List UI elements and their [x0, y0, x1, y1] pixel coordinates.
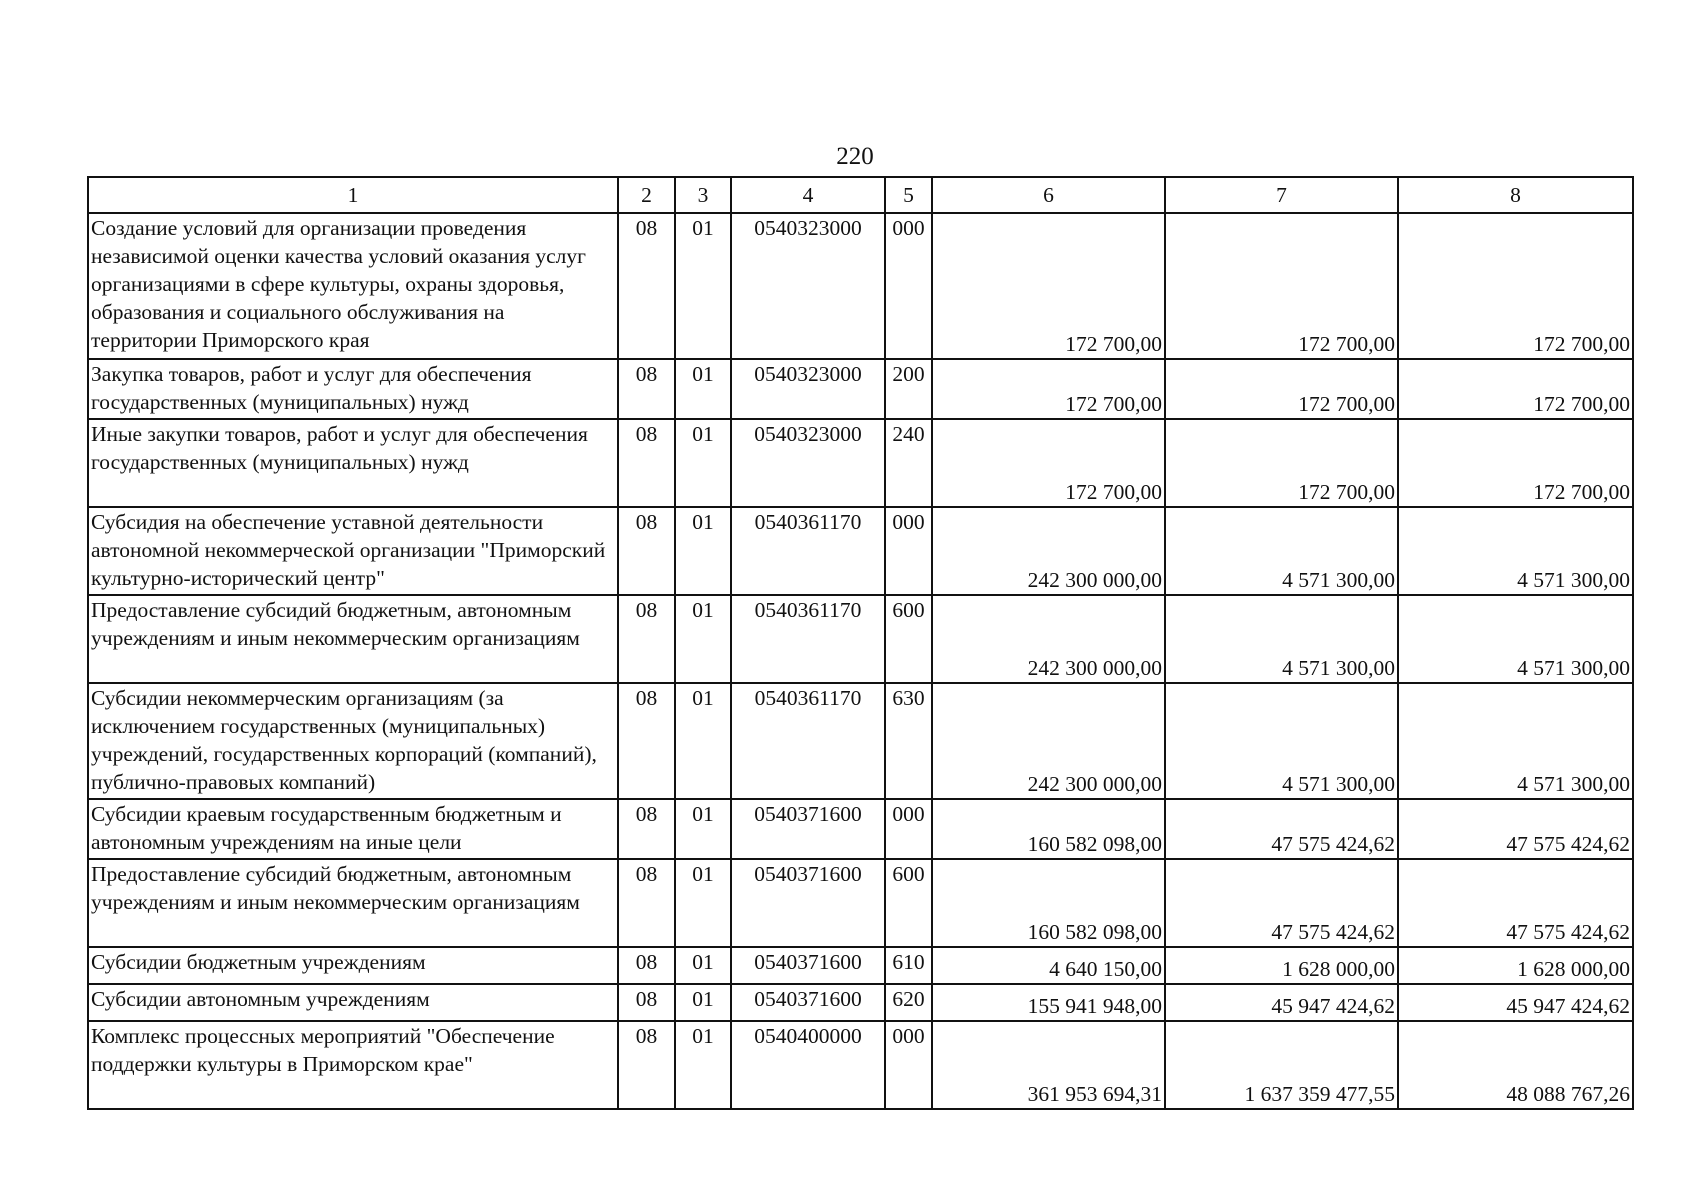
page-number: 220: [836, 143, 874, 170]
amount-col6: 160 582 098,00: [932, 859, 1165, 947]
expense-type-code: 000: [885, 507, 932, 595]
target-article-code: 0540323000: [731, 419, 885, 507]
amount-col8: 172 700,00: [1398, 419, 1633, 507]
expense-type-code: 000: [885, 799, 932, 859]
table-row: [88, 859, 1633, 947]
section-code: 08: [618, 984, 675, 1021]
subsection-code: 01: [675, 984, 731, 1021]
item-name: Субсидия на обеспечение уставной деятельности автономной некоммерческой организации "Приморский культурно-исторический центр": [88, 507, 618, 595]
item-name: Предоставление субсидий бюджетным, автономным учреждениям и иным некоммерческим организациям: [88, 859, 618, 947]
target-article-code: 0540361170: [731, 683, 885, 799]
amount-col8: 47 575 424,62: [1398, 859, 1633, 947]
section-code: 08: [618, 799, 675, 859]
table-row: [88, 1021, 1633, 1109]
amount-col6: 242 300 000,00: [932, 595, 1165, 683]
target-article-code: 0540361170: [731, 507, 885, 595]
amount-col8: 1 628 000,00: [1398, 947, 1633, 984]
section-code: 08: [618, 1021, 675, 1109]
subsection-code: 01: [675, 947, 731, 984]
expense-type-code: 610: [885, 947, 932, 984]
table-row: [88, 359, 1633, 419]
amount-col8: 47 575 424,62: [1398, 799, 1633, 859]
amount-col6: 4 640 150,00: [932, 947, 1165, 984]
subsection-code: 01: [675, 419, 731, 507]
column-header: 1: [88, 177, 618, 213]
target-article-code: 0540371600: [731, 799, 885, 859]
expense-type-code: 600: [885, 859, 932, 947]
column-header: 8: [1398, 177, 1633, 213]
item-name: Создание условий для организации проведения независимой оценки качества условий оказания услуг организациями в сфере культуры, охраны здоровья, образования и социального обслуживания на территории Приморского края: [88, 213, 618, 359]
subsection-code: 01: [675, 859, 731, 947]
item-name: Субсидии бюджетным учреждениям: [88, 947, 618, 984]
budget-table: [87, 176, 1634, 1110]
item-name: Предоставление субсидий бюджетным, автономным учреждениям и иным некоммерческим организациям: [88, 595, 618, 683]
table-row: [88, 683, 1633, 799]
amount-col8: 45 947 424,62: [1398, 984, 1633, 1021]
amount-col7: 1 637 359 477,55: [1165, 1021, 1398, 1109]
subsection-code: 01: [675, 359, 731, 419]
amount-col8: 172 700,00: [1398, 359, 1633, 419]
section-code: 08: [618, 683, 675, 799]
column-header: 6: [932, 177, 1165, 213]
column-header: 3: [675, 177, 731, 213]
amount-col7: 1 628 000,00: [1165, 947, 1398, 984]
target-article-code: 0540323000: [731, 359, 885, 419]
expense-type-code: 000: [885, 213, 932, 359]
expense-type-code: 200: [885, 359, 932, 419]
section-code: 08: [618, 595, 675, 683]
amount-col6: 172 700,00: [932, 419, 1165, 507]
expense-type-code: 630: [885, 683, 932, 799]
amount-col7: 172 700,00: [1165, 359, 1398, 419]
target-article-code: 0540323000: [731, 213, 885, 359]
amount-col7: 47 575 424,62: [1165, 799, 1398, 859]
column-header: 4: [731, 177, 885, 213]
table-row: [88, 984, 1633, 1021]
item-name: Иные закупки товаров, работ и услуг для обеспечения государственных (муниципальных) нужд: [88, 419, 618, 507]
item-name: Субсидии некоммерческим организациям (за исключением государственных (муниципальных) учреждений, государственных корпораций (компаний), публично-правовых компаний): [88, 683, 618, 799]
target-article-code: 0540371600: [731, 947, 885, 984]
item-name: Субсидии автономным учреждениям: [88, 984, 618, 1021]
item-name: Закупка товаров, работ и услуг для обеспечения государственных (муниципальных) нужд: [88, 359, 618, 419]
expense-type-code: 620: [885, 984, 932, 1021]
amount-col7: 47 575 424,62: [1165, 859, 1398, 947]
table-header-row: [88, 177, 1633, 213]
amount-col6: 242 300 000,00: [932, 683, 1165, 799]
target-article-code: 0540400000: [731, 1021, 885, 1109]
section-code: 08: [618, 359, 675, 419]
item-name: Субсидии краевым государственным бюджетным и автономным учреждениям на иные цели: [88, 799, 618, 859]
section-code: 08: [618, 213, 675, 359]
subsection-code: 01: [675, 595, 731, 683]
amount-col7: 4 571 300,00: [1165, 507, 1398, 595]
section-code: 08: [618, 419, 675, 507]
amount-col6: 172 700,00: [932, 213, 1165, 359]
amount-col8: 4 571 300,00: [1398, 507, 1633, 595]
table-row: [88, 213, 1633, 359]
section-code: 08: [618, 507, 675, 595]
subsection-code: 01: [675, 1021, 731, 1109]
table-row: [88, 947, 1633, 984]
section-code: 08: [618, 859, 675, 947]
table-row: [88, 595, 1633, 683]
amount-col7: 172 700,00: [1165, 213, 1398, 359]
table-row: [88, 419, 1633, 507]
amount-col6: 155 941 948,00: [932, 984, 1165, 1021]
column-header: 7: [1165, 177, 1398, 213]
subsection-code: 01: [675, 799, 731, 859]
subsection-code: 01: [675, 507, 731, 595]
amount-col8: 4 571 300,00: [1398, 595, 1633, 683]
amount-col7: 45 947 424,62: [1165, 984, 1398, 1021]
section-code: 08: [618, 947, 675, 984]
target-article-code: 0540361170: [731, 595, 885, 683]
amount-col6: 361 953 694,31: [932, 1021, 1165, 1109]
amount-col7: 4 571 300,00: [1165, 683, 1398, 799]
target-article-code: 0540371600: [731, 859, 885, 947]
item-name: Комплекс процессных мероприятий "Обеспечение поддержки культуры в Приморском крае": [88, 1021, 618, 1109]
expense-type-code: 000: [885, 1021, 932, 1109]
amount-col6: 242 300 000,00: [932, 507, 1165, 595]
subsection-code: 01: [675, 213, 731, 359]
target-article-code: 0540371600: [731, 984, 885, 1021]
amount-col6: 160 582 098,00: [932, 799, 1165, 859]
amount-col8: 172 700,00: [1398, 213, 1633, 359]
amount-col8: 4 571 300,00: [1398, 683, 1633, 799]
column-header: 5: [885, 177, 932, 213]
amount-col6: 172 700,00: [932, 359, 1165, 419]
expense-type-code: 600: [885, 595, 932, 683]
amount-col7: 4 571 300,00: [1165, 595, 1398, 683]
amount-col8: 48 088 767,26: [1398, 1021, 1633, 1109]
expense-type-code: 240: [885, 419, 932, 507]
subsection-code: 01: [675, 683, 731, 799]
column-header: 2: [618, 177, 675, 213]
amount-col7: 172 700,00: [1165, 419, 1398, 507]
table-row: [88, 507, 1633, 595]
table-row: [88, 799, 1633, 859]
